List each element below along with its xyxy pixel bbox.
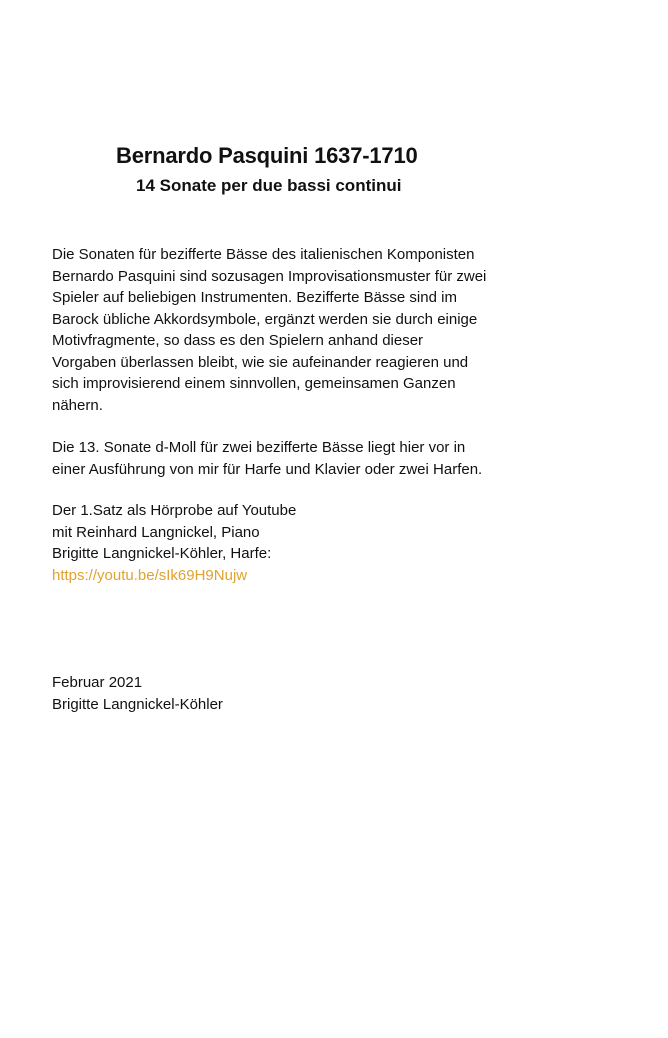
paragraph-line: nähern. <box>52 396 103 414</box>
paragraph-line: mit Reinhard Langnickel, Piano <box>52 523 260 541</box>
paragraph-line: Brigitte Langnickel-Köhler, Harfe: <box>52 545 272 562</box>
audio-sample-paragraph <box>52 500 572 586</box>
signature-date: Februar 2021 <box>52 674 143 691</box>
paragraph-line: Barock übliche Akkordsymbole, ergänzt werden sie durch einige <box>52 310 478 328</box>
paragraph-line: sich improvisierend einem sinnvollen, gemeinsamen Ganzen <box>52 375 456 392</box>
signature-author: Brigitte Langnickel-Köhler <box>52 695 223 713</box>
paragraph-line: Die 13. Sonate d-Moll für zwei bezifferte Bässe liegt hier vor in <box>52 439 466 456</box>
document-subtitle: 14 Sonate per due bassi continui <box>136 176 402 195</box>
paragraph-line: einer Ausführung von mir für Harfe und Klavier oder zwei Harfen. <box>52 460 483 478</box>
document-title: Bernardo Pasquini 1637-1710 <box>116 143 418 168</box>
sonata-paragraph <box>52 437 572 480</box>
paragraph-line: Vorgaben überlassen bleibt, wie sie aufeinander reagieren und <box>52 353 469 371</box>
paragraph-line: Spieler auf beliebigen Instrumenten. Bezifferte Bässe sind im <box>52 289 457 306</box>
signature-block <box>52 672 572 715</box>
paragraph-line: Der 1.Satz als Hörprobe auf Youtube <box>52 502 297 519</box>
youtube-link[interactable]: https://youtu.be/sIk69H9Nujw <box>52 566 248 584</box>
paragraph-line: Die Sonaten für bezifferte Bässe des italienischen Komponisten <box>52 246 475 263</box>
intro-paragraph <box>52 244 572 416</box>
paragraph-line: Bernardo Pasquini sind sozusagen Improvisationsmuster für zwei <box>52 267 487 285</box>
paragraph-line: Motivfragmente, so dass es den Spielern anhand dieser <box>52 332 424 349</box>
